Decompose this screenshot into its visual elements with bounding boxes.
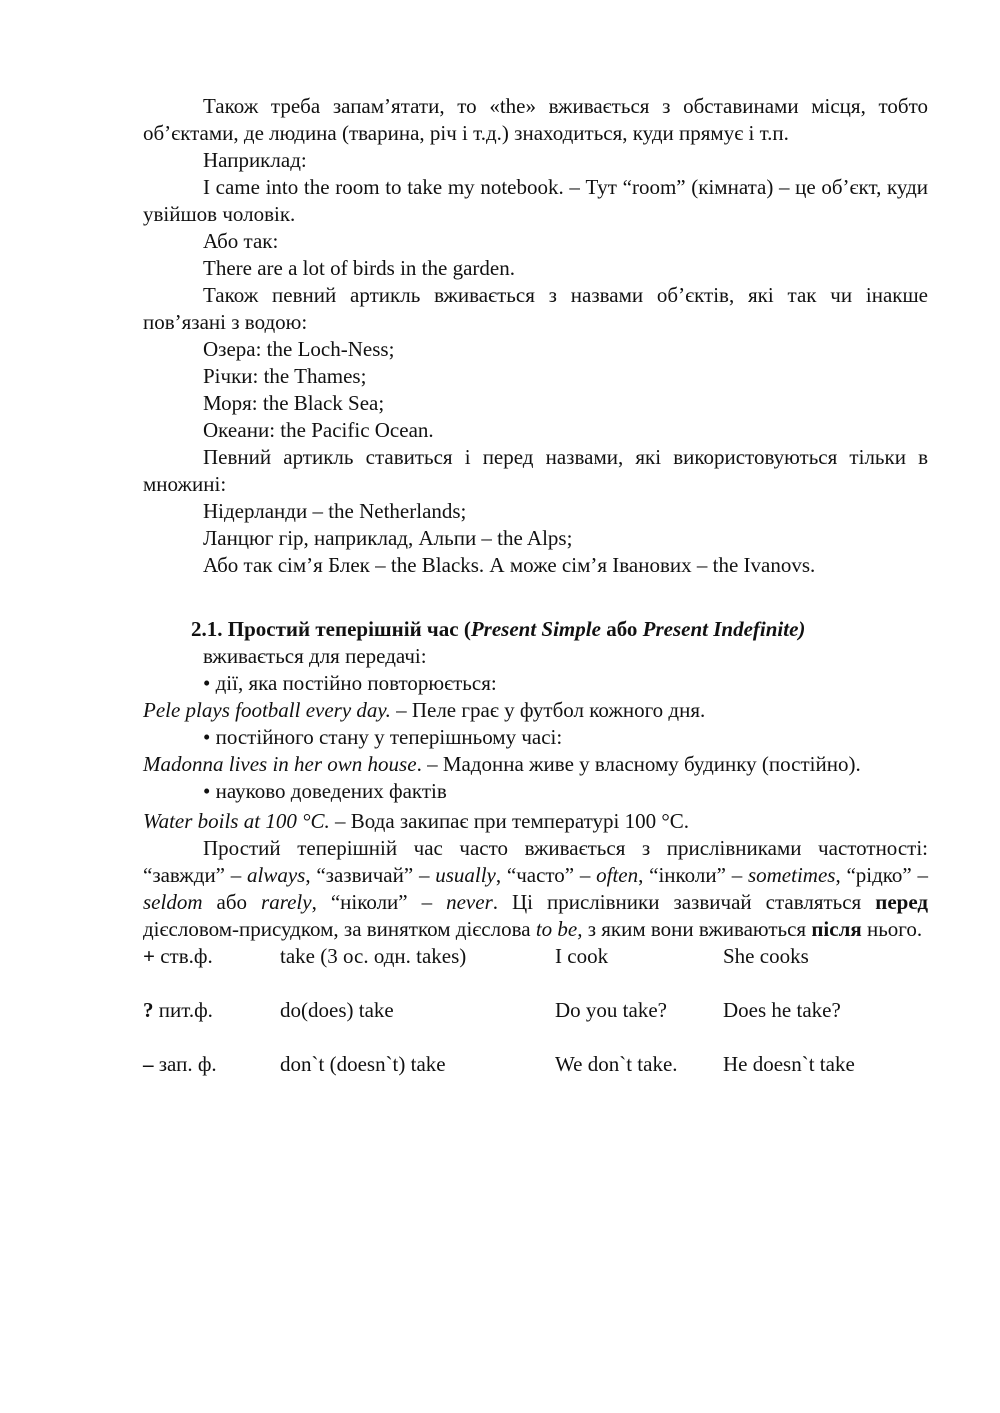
- word-before: перед: [875, 890, 928, 914]
- form-rule: do(does) take: [280, 998, 394, 1022]
- adverb-usually: usually: [435, 863, 496, 887]
- form-example-2: She cooks: [723, 944, 809, 968]
- form-label: [143, 997, 213, 1024]
- word-after: після: [811, 917, 862, 941]
- adverbs-text: . Ці прислівники зазвичай ставляться: [492, 890, 876, 914]
- example-madonna: [143, 751, 928, 778]
- form-example-1: Do you take?: [555, 998, 667, 1022]
- adverb-rarely: rarely: [261, 890, 312, 914]
- example-pele-ua: – Пеле грає у футбол кожного дня.: [390, 698, 706, 722]
- form-example-1: We don`t take.: [555, 1052, 678, 1076]
- heading-term-present-simple: Present Simple: [470, 617, 601, 641]
- form-label: [143, 943, 213, 970]
- spacer: [143, 579, 928, 606]
- adverbs-text: , “зазвичай” –: [305, 863, 436, 887]
- form-label-text: пит.ф.: [153, 998, 213, 1022]
- plus-sign: +: [143, 944, 155, 968]
- heading-or: або: [600, 617, 643, 641]
- list-item-families: Або так сім’я Блек – the Blacks. А може сім’я Іванових – the Ivanovs.: [203, 553, 816, 577]
- list-item-alps: Ланцюг гір, наприклад, Альпи – the Alps;: [203, 526, 573, 550]
- adverbs-text: нього.: [861, 917, 923, 941]
- adverb-sometimes: sometimes: [747, 863, 836, 887]
- example-water: [143, 808, 928, 835]
- used-for-text: вживається для передачі:: [203, 644, 427, 668]
- minus-sign: –: [143, 1052, 154, 1076]
- adverbs-text: , “ніколи” –: [311, 890, 447, 914]
- example-room: I came into the room to take my notebook. – Тут “room” (кімната) – це об’єкт, куди увійшов чоловік.: [143, 175, 928, 226]
- form-label-text: ств.ф.: [154, 944, 213, 968]
- adverbs-text: Простий теперішній час часто вживається з прислівниками частотності: “завжди” –: [143, 836, 928, 887]
- paragraph-water: Також певний артикль вживається з назвами об’єктів, які так чи інакше пов’язані з водою:: [143, 283, 928, 334]
- form-row-negative: [143, 1051, 928, 1078]
- example-madonna-ua: . – Мадонна живе у власному будинку (постійно).: [416, 752, 861, 776]
- adverb-never: never: [446, 890, 493, 914]
- form-row-affirmative: [143, 943, 928, 970]
- bullet-repeated-action: • дії, яка постійно повторюється:: [203, 671, 497, 695]
- document-page: [143, 93, 928, 1078]
- form-label-text: зап. ф.: [153, 1052, 217, 1076]
- adverbs-text: або: [202, 890, 262, 914]
- adverb-seldom: seldom: [143, 890, 203, 914]
- form-row-interrogative: [143, 997, 928, 1024]
- section-heading: [143, 616, 928, 643]
- paragraph-adverbs: [143, 835, 928, 943]
- form-example-2: He doesn`t take: [723, 1052, 855, 1076]
- list-item-lakes: Озера: the Loch-Ness;: [203, 337, 395, 361]
- example-water-en: Water boils at 100 °C.: [143, 809, 330, 833]
- forms-table: [143, 943, 928, 1078]
- list-item-seas: Моря: the Black Sea;: [203, 391, 385, 415]
- adverb-always: always: [247, 863, 306, 887]
- paragraph-plural: Певний артикль ставиться і перед назвами, які використовуються тільки в множині:: [143, 445, 928, 496]
- adverbs-text: , “часто” –: [495, 863, 597, 887]
- list-item-rivers: Річки: the Thames;: [203, 364, 367, 388]
- heading-term-present-indefinite: Present Indefinite): [642, 617, 806, 641]
- form-rule: don`t (doesn`t) take: [280, 1052, 446, 1076]
- example-madonna-en: Madonna lives in her own house: [143, 752, 417, 776]
- example-label: Наприклад:: [203, 148, 307, 172]
- bullet-permanent-state: • постійного стану у теперішньому часі:: [203, 725, 563, 749]
- adverbs-text: з яким вони вживаються: [582, 917, 812, 941]
- list-item-netherlands: Нідерланди – the Netherlands;: [203, 499, 467, 523]
- adverbs-text: , “інколи” –: [638, 863, 748, 887]
- example-garden: There are a lot of birds in the garden.: [203, 256, 515, 280]
- adverbs-text: , “рідко” –: [835, 863, 929, 887]
- list-item-oceans: Океани: the Pacific Ocean.: [203, 418, 434, 442]
- example-pele-en: Pele plays football every day.: [143, 698, 391, 722]
- paragraph-the-place: Також треба запам’ятати, то «the» вживається з обставинами місця, тобто об’єктами, де людина (тварина, річ і т.д.) знаходиться, куди прямує і т.п.: [143, 94, 928, 145]
- adverb-often: often: [596, 863, 639, 887]
- bullet-scientific-facts: • науково доведених фактів: [203, 779, 447, 803]
- or-label: Або так:: [203, 229, 279, 253]
- verb-to-be: to be,: [535, 917, 583, 941]
- question-sign: ?: [143, 998, 154, 1022]
- example-pele: [143, 697, 928, 724]
- heading-number: 2.1. Простий теперішній час (: [191, 617, 471, 641]
- form-label: [143, 1051, 217, 1078]
- form-example-2: Does he take?: [723, 998, 841, 1022]
- example-water-ua: – Вода закипає при температурі 100 °C.: [329, 809, 690, 833]
- form-example-1: I cook: [555, 944, 609, 968]
- adverbs-text: дієсловом-присудком, за винятком дієслова: [143, 917, 536, 941]
- form-rule: take (3 ос. одн. takes): [280, 944, 467, 968]
